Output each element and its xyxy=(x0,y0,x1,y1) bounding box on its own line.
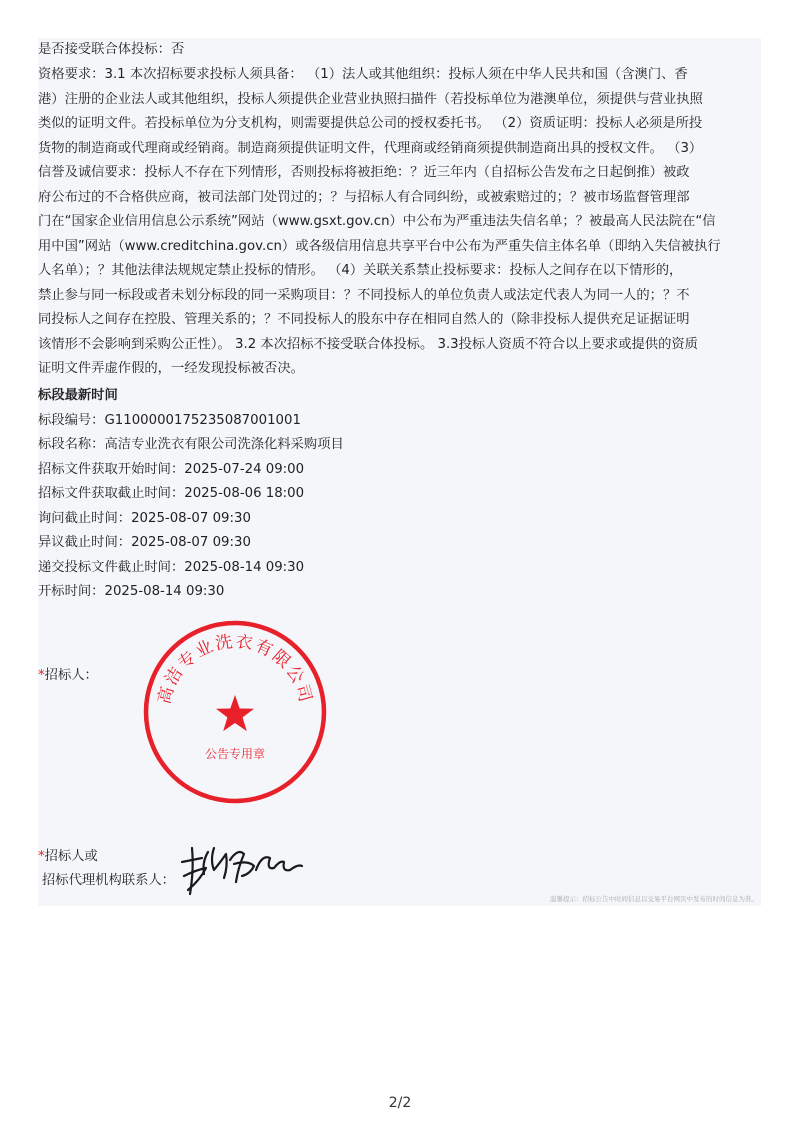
qualification-paragraph xyxy=(38,63,760,382)
required-mark: * xyxy=(38,849,45,864)
seal-purpose-text: 公告专用章 xyxy=(204,747,266,761)
qualification-line: 资格要求：3.1 本次招标要求投标人须具备： （1）法人或其他组织：投标人须在中华人民共和国（含澳门、香 xyxy=(38,67,688,82)
qualification-line: 类似的证明文件。若投标单位为分支机构，则需要提供总公司的授权委托书。 （2）资质证明：投标人必须是所投 xyxy=(38,116,703,131)
tenderer-label xyxy=(38,664,98,689)
consortium-line: 是否接受联合体投标：否 xyxy=(38,42,185,57)
handwritten-signature xyxy=(178,840,306,902)
objection-deadline: 异议截止时间：2025-08-07 09:30 xyxy=(38,535,251,550)
qualification-line: 禁止参与同一标段或者未划分标段的同一采购项目：？不同投标人的单位负责人或法定代表人为同一人的；？不 xyxy=(38,287,690,303)
qualification-line: 同投标人之间存在控股、管理关系的；？不同投标人的股东中存在相同自然人的（除非投标人提供充足证据证明 xyxy=(38,312,690,327)
seal-company-name: 高洁专业洗衣有限公司 xyxy=(154,631,316,707)
qualification-line: 港）注册的企业法人或其他组织，投标人须提供企业营业执照扫描件（若投标单位为港澳单位，须提供与营业执照 xyxy=(38,91,703,107)
hint-text: 温馨提示：招标公告中时间信息以交易平台网页中发布的时间信息为准。 xyxy=(550,895,758,903)
opening-time: 开标时间：2025-08-14 09:30 xyxy=(38,584,225,599)
official-seal-stamp xyxy=(140,617,330,807)
contact-label-line-2: 招标代理机构联系人： xyxy=(42,873,175,888)
qualification-line: 用中国”网站（www.creditchina.gov.cn）或各级信用信息共享平台中公布为严重失信主体名单（即纳入失信被执行 xyxy=(38,238,721,254)
section-name: 标段名称：高洁专业洗衣有限公司洗涤化料采购项目 xyxy=(38,437,344,452)
required-mark: * xyxy=(38,668,45,683)
doc-end-time: 招标文件获取截止时间：2025-08-06 18:00 xyxy=(38,486,305,501)
qualification-line: 信誉及诚信要求：投标人不存在下列情形，否则投标将被拒绝：？近三年内（自招标公告发布之日起倒推）被政 xyxy=(38,165,690,180)
contact-label-line-1 xyxy=(38,845,98,870)
inquiry-deadline: 询问截止时间：2025-08-07 09:30 xyxy=(38,511,251,526)
contact-label-text-1: 招标人或 xyxy=(44,849,98,864)
doc-start-time: 招标文件获取开始时间：2025-07-24 09:00 xyxy=(38,462,305,477)
qualification-line: 该情形不会影响到采购公正性）。 3.2 本次招标不接受联合体投标。 3.3投标人资质不符合以上要求或提供的资质 xyxy=(38,336,698,352)
seal-star-icon xyxy=(216,695,254,731)
qualification-line: 人名单）；？其他法律法规规定禁止投标的情形。 （4）关联关系禁止投标要求：投标人之间存在以下情形的， xyxy=(38,263,683,278)
qualification-line: 证明文件弄虚作假的，一经发现投标被否决。 xyxy=(38,361,304,376)
tenderer-label-text: 招标人： xyxy=(44,668,98,683)
section-title: 标段最新时间 xyxy=(38,388,118,403)
qualification-line: 门在“国家企业信用信息公示系统”网站（www.gsxt.gov.cn）中公布为严重违法失信名单；？被最高人民法院在“信 xyxy=(38,214,716,229)
qualification-line: 货物的制造商或代理商或经销商。制造商须提供证明文件，代理商或经销商须提供制造商出具的授权文件。 （3） xyxy=(38,140,703,156)
submit-deadline: 递交投标文件截止时间：2025-08-14 09:30 xyxy=(38,560,305,575)
page-number: 2/2 xyxy=(388,1095,412,1111)
qualification-line: 府公布过的不合格供应商，被司法部门处罚过的；？与招标人有合同纠纷，或被索赔过的；？被市场监督管理部 xyxy=(38,189,690,205)
section-number: 标段编号：G1100000175235087001001 xyxy=(38,413,301,428)
